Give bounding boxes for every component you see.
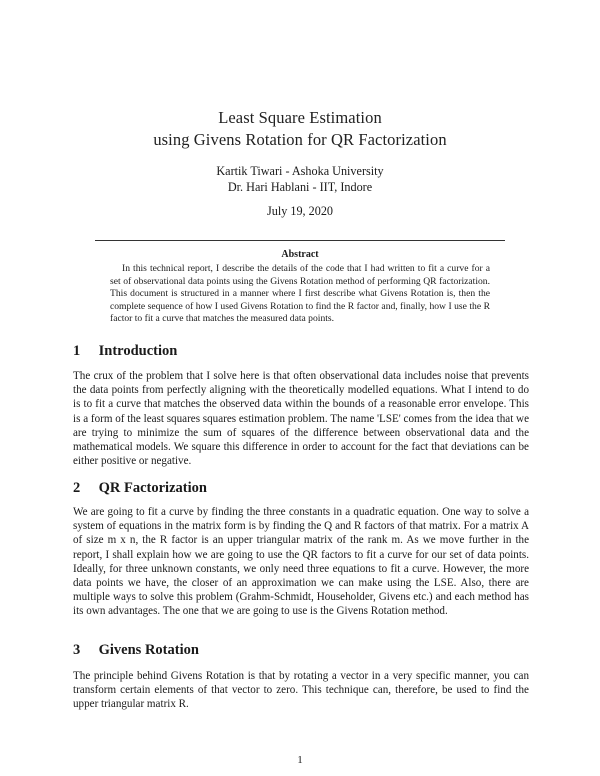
section-title: Introduction — [98, 343, 178, 359]
section-3-text: The principle behind Givens Rotation is that by rotating a vector in a very specific manner, you can transform certain elements of that vector to zero. This technique can, therefore, be used to find the upper triangular matrix R. — [73, 670, 529, 711]
section-title: Givens Rotation — [98, 642, 199, 658]
abstract-divider — [95, 240, 505, 241]
author-2: Dr. Hari Hablani - IIT, Indore — [227, 180, 373, 194]
section-number: 3 — [73, 642, 81, 658]
abstract-text: In this technical report, I describe the details of the code that I had written to fit a curve for a set of observational data points using the Givens Rotation method of performing QR factorization. This document is structured in a manner where I first describe what Givens Rotation is, then the complete sequence of how I used Givens Rotation to find the R factor and, finally, how I use the R factor to fit a curve that matches the measured data points. — [110, 263, 490, 324]
authors — [60, 163, 540, 195]
section-heading-2 — [73, 479, 533, 497]
paper-title — [60, 107, 540, 151]
title-line-1: Least Square Estimation — [218, 108, 382, 127]
section-title: QR Factorization — [98, 480, 207, 496]
section-1-text: The crux of the problem that I solve here is that often observational data includes noise that prevents the data points from perfectly aligning with the theoretically modelled equations. What I intend to do is to fit a curve that matches the observed data within the bounds of a reasonable error envelope. This is a form of the least squares squares estimation problem. The name 'LSE' comes from the idea that we are trying to minimize the sum of squares of the difference between observational data and the mathematical models. We square this difference in order to account for the fact that deviations can be either positive or negative. — [73, 370, 529, 468]
abstract-heading: Abstract — [281, 249, 319, 260]
page-number: 1 — [297, 754, 303, 766]
author-1: Kartik Tiwari - Ashoka University — [216, 164, 384, 178]
title-line-2: using Givens Rotation for QR Factorization — [153, 130, 447, 149]
section-2-text: We are going to fit a curve by finding the three constants in a quadratic equation. One way to solve a system of equations in the matrix form is by finding the Q and R factors of that matrix. For a matrix A of size m x n, the R factor is an upper triangular matrix of the rank m. As we move further in the report, I shall explain how we are going to use the QR factors to fit a curve for our set of data points. Ideally, for three unknown constants, we only need three equations to fit a curve. However, the more data points we have, the closer of an approximation we can make using the LSE. Also, there are multiple ways to solve this problem (Grahm-Schmidt, Householder, Givens etc.) and each method has its own advantages. The one that we are going to use is the Givens Rotation method. — [73, 506, 529, 618]
section-heading-3 — [73, 641, 533, 659]
paper-date: July 19, 2020 — [266, 204, 334, 218]
section-number: 1 — [73, 343, 81, 359]
section-number: 2 — [73, 480, 81, 496]
section-heading-1 — [73, 342, 533, 360]
